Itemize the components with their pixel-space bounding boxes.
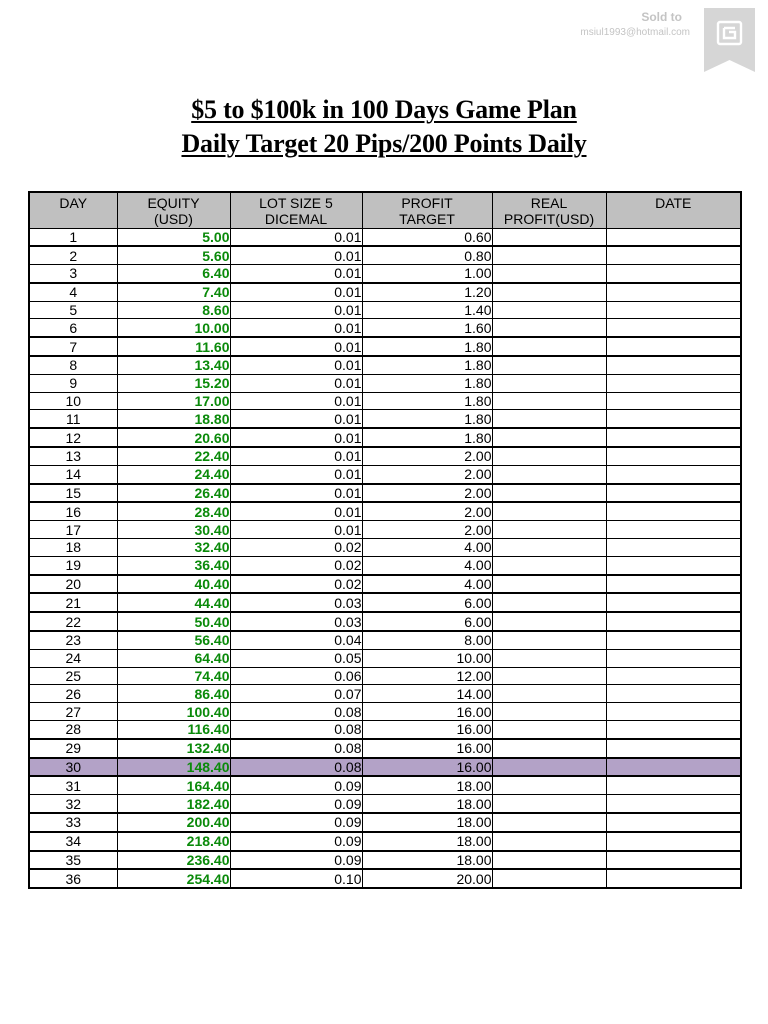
equity-cell: 148.40 xyxy=(117,758,230,777)
profit-target-cell: 1.60 xyxy=(362,319,492,337)
equity-cell: 6.40 xyxy=(117,265,230,283)
equity-cell: 254.40 xyxy=(117,869,230,888)
date-cell xyxy=(606,428,741,447)
equity-cell: 15.20 xyxy=(117,374,230,392)
day-cell: 11 xyxy=(29,410,117,428)
real-profit-cell xyxy=(492,228,606,246)
date-cell xyxy=(606,465,741,483)
date-cell xyxy=(606,301,741,319)
lot-size-cell: 0.01 xyxy=(230,465,362,483)
real-profit-cell xyxy=(492,447,606,465)
day-cell: 7 xyxy=(29,337,117,356)
profit-target-cell: 1.80 xyxy=(362,356,492,374)
scribd-badge-icon xyxy=(704,8,755,72)
date-cell xyxy=(606,631,741,649)
day-cell: 4 xyxy=(29,283,117,301)
equity-cell: 30.40 xyxy=(117,521,230,539)
day-cell: 5 xyxy=(29,301,117,319)
day-cell: 22 xyxy=(29,612,117,631)
table-body xyxy=(29,228,741,888)
table-row xyxy=(29,832,741,851)
day-cell: 32 xyxy=(29,795,117,813)
date-cell xyxy=(606,410,741,428)
equity-cell: 86.40 xyxy=(117,685,230,703)
table-row xyxy=(29,667,741,685)
day-cell: 19 xyxy=(29,556,117,574)
date-cell xyxy=(606,758,741,777)
lot-size-cell: 0.09 xyxy=(230,851,362,870)
lot-size-cell: 0.03 xyxy=(230,593,362,612)
day-cell: 9 xyxy=(29,374,117,392)
date-cell xyxy=(606,575,741,594)
day-cell: 15 xyxy=(29,484,117,503)
table-row xyxy=(29,758,741,777)
header-date xyxy=(606,192,741,228)
game-plan-table xyxy=(28,191,742,889)
date-cell xyxy=(606,776,741,794)
table-row xyxy=(29,447,741,465)
day-cell: 23 xyxy=(29,631,117,649)
sold-to-watermark xyxy=(580,8,690,40)
profit-target-cell: 4.00 xyxy=(362,556,492,574)
table-row xyxy=(29,337,741,356)
lot-size-cell: 0.09 xyxy=(230,813,362,832)
day-cell: 21 xyxy=(29,593,117,612)
table-row xyxy=(29,575,741,594)
equity-cell: 44.40 xyxy=(117,593,230,612)
lot-size-cell: 0.01 xyxy=(230,283,362,301)
equity-cell: 20.60 xyxy=(117,428,230,447)
date-cell xyxy=(606,246,741,264)
table-row xyxy=(29,301,741,319)
lot-size-cell: 0.01 xyxy=(230,356,362,374)
equity-cell: 40.40 xyxy=(117,575,230,594)
lot-size-cell: 0.01 xyxy=(230,228,362,246)
header-profit-target-line: TARGET xyxy=(399,211,455,227)
day-cell: 29 xyxy=(29,739,117,758)
day-cell: 36 xyxy=(29,869,117,888)
profit-target-cell: 1.00 xyxy=(362,265,492,283)
table-row xyxy=(29,283,741,301)
lot-size-cell: 0.01 xyxy=(230,301,362,319)
real-profit-cell xyxy=(492,593,606,612)
real-profit-cell xyxy=(492,539,606,557)
lot-size-cell: 0.03 xyxy=(230,612,362,631)
day-cell: 13 xyxy=(29,447,117,465)
real-profit-cell xyxy=(492,484,606,503)
header-lot-size-line: LOT SIZE 5 xyxy=(259,195,333,211)
sold-to-email: msiul1993@hotmail.com xyxy=(580,27,690,38)
date-cell xyxy=(606,813,741,832)
real-profit-cell xyxy=(492,410,606,428)
table-row xyxy=(29,851,741,870)
lot-size-cell: 0.01 xyxy=(230,484,362,503)
profit-target-cell: 6.00 xyxy=(362,612,492,631)
table-row xyxy=(29,228,741,246)
date-cell xyxy=(606,356,741,374)
profit-target-cell: 18.00 xyxy=(362,776,492,794)
date-cell xyxy=(606,319,741,337)
lot-size-cell: 0.08 xyxy=(230,739,362,758)
real-profit-cell xyxy=(492,521,606,539)
date-cell xyxy=(606,685,741,703)
profit-target-cell: 2.00 xyxy=(362,465,492,483)
profit-target-cell: 2.00 xyxy=(362,447,492,465)
profit-target-cell: 14.00 xyxy=(362,685,492,703)
real-profit-cell xyxy=(492,575,606,594)
date-cell xyxy=(606,556,741,574)
profit-target-cell: 1.80 xyxy=(362,374,492,392)
date-cell xyxy=(606,265,741,283)
day-cell: 12 xyxy=(29,428,117,447)
lot-size-cell: 0.10 xyxy=(230,869,362,888)
real-profit-cell xyxy=(492,428,606,447)
equity-cell: 36.40 xyxy=(117,556,230,574)
sold-to-label: Sold to xyxy=(641,10,682,24)
day-cell: 34 xyxy=(29,832,117,851)
profit-target-cell: 1.80 xyxy=(362,410,492,428)
day-cell: 16 xyxy=(29,502,117,520)
equity-cell: 10.00 xyxy=(117,319,230,337)
equity-cell: 7.40 xyxy=(117,283,230,301)
table-row xyxy=(29,631,741,649)
real-profit-cell xyxy=(492,721,606,739)
real-profit-cell xyxy=(492,739,606,758)
lot-size-cell: 0.09 xyxy=(230,832,362,851)
table-row xyxy=(29,813,741,832)
day-cell: 14 xyxy=(29,465,117,483)
day-cell: 8 xyxy=(29,356,117,374)
table-row xyxy=(29,776,741,794)
date-cell xyxy=(606,374,741,392)
date-cell xyxy=(606,502,741,520)
equity-cell: 11.60 xyxy=(117,337,230,356)
lot-size-cell: 0.05 xyxy=(230,649,362,667)
lot-size-cell: 0.09 xyxy=(230,795,362,813)
equity-cell: 200.40 xyxy=(117,813,230,832)
date-cell xyxy=(606,795,741,813)
real-profit-cell xyxy=(492,465,606,483)
table-row xyxy=(29,356,741,374)
profit-target-cell: 10.00 xyxy=(362,649,492,667)
real-profit-cell xyxy=(492,758,606,777)
date-cell xyxy=(606,667,741,685)
date-cell xyxy=(606,739,741,758)
equity-cell: 56.40 xyxy=(117,631,230,649)
day-cell: 35 xyxy=(29,851,117,870)
table-row xyxy=(29,703,741,721)
real-profit-cell xyxy=(492,813,606,832)
title-line-2: Daily Target 20 Pips/200 Points Daily xyxy=(181,129,587,158)
day-cell: 26 xyxy=(29,685,117,703)
real-profit-cell xyxy=(492,649,606,667)
table-header-row xyxy=(29,192,741,228)
lot-size-cell: 0.02 xyxy=(230,556,362,574)
real-profit-cell xyxy=(492,265,606,283)
date-cell xyxy=(606,869,741,888)
real-profit-cell xyxy=(492,319,606,337)
profit-target-cell: 1.20 xyxy=(362,283,492,301)
real-profit-cell xyxy=(492,502,606,520)
profit-target-cell: 2.00 xyxy=(362,521,492,539)
real-profit-cell xyxy=(492,301,606,319)
table-row xyxy=(29,649,741,667)
equity-cell: 28.40 xyxy=(117,502,230,520)
title-line-1: $5 to $100k in 100 Days Game Plan xyxy=(191,95,577,124)
table-row xyxy=(29,319,741,337)
lot-size-cell: 0.01 xyxy=(230,392,362,410)
date-cell xyxy=(606,283,741,301)
real-profit-cell xyxy=(492,246,606,264)
equity-cell: 164.40 xyxy=(117,776,230,794)
day-cell: 25 xyxy=(29,667,117,685)
lot-size-cell: 0.07 xyxy=(230,685,362,703)
day-cell: 1 xyxy=(29,228,117,246)
day-cell: 33 xyxy=(29,813,117,832)
lot-size-cell: 0.09 xyxy=(230,776,362,794)
header-real-profit-line: PROFIT(USD) xyxy=(503,211,595,227)
table-row xyxy=(29,612,741,631)
lot-size-cell: 0.06 xyxy=(230,667,362,685)
header-lot-size-line: DICEMAL xyxy=(264,211,328,227)
real-profit-cell xyxy=(492,612,606,631)
table-row xyxy=(29,428,741,447)
equity-cell: 64.40 xyxy=(117,649,230,667)
header-day-line: DAY xyxy=(59,195,88,211)
lot-size-cell: 0.01 xyxy=(230,410,362,428)
profit-target-cell: 20.00 xyxy=(362,869,492,888)
profit-target-cell: 6.00 xyxy=(362,593,492,612)
table-row xyxy=(29,465,741,483)
header-equity-line: EQUITY xyxy=(147,195,200,211)
date-cell xyxy=(606,392,741,410)
day-cell: 6 xyxy=(29,319,117,337)
equity-cell: 236.40 xyxy=(117,851,230,870)
real-profit-cell xyxy=(492,283,606,301)
date-cell xyxy=(606,721,741,739)
real-profit-cell xyxy=(492,869,606,888)
lot-size-cell: 0.01 xyxy=(230,502,362,520)
day-cell: 3 xyxy=(29,265,117,283)
real-profit-cell xyxy=(492,703,606,721)
equity-cell: 116.40 xyxy=(117,721,230,739)
equity-cell: 132.40 xyxy=(117,739,230,758)
lot-size-cell: 0.01 xyxy=(230,521,362,539)
real-profit-cell xyxy=(492,685,606,703)
table-row xyxy=(29,739,741,758)
header-equity xyxy=(117,192,230,228)
profit-target-cell: 0.80 xyxy=(362,246,492,264)
table-row xyxy=(29,685,741,703)
profit-target-cell: 1.80 xyxy=(362,428,492,447)
equity-cell: 8.60 xyxy=(117,301,230,319)
profit-target-cell: 2.00 xyxy=(362,484,492,503)
day-cell: 17 xyxy=(29,521,117,539)
table-row xyxy=(29,392,741,410)
table-row xyxy=(29,593,741,612)
equity-cell: 17.00 xyxy=(117,392,230,410)
date-cell xyxy=(606,649,741,667)
profit-target-cell: 18.00 xyxy=(362,795,492,813)
lot-size-cell: 0.01 xyxy=(230,265,362,283)
table-row xyxy=(29,484,741,503)
table-row xyxy=(29,410,741,428)
table-row xyxy=(29,539,741,557)
date-cell xyxy=(606,228,741,246)
real-profit-cell xyxy=(492,832,606,851)
profit-target-cell: 1.80 xyxy=(362,337,492,356)
equity-cell: 13.40 xyxy=(117,356,230,374)
profit-target-cell: 18.00 xyxy=(362,832,492,851)
lot-size-cell: 0.02 xyxy=(230,575,362,594)
equity-cell: 182.40 xyxy=(117,795,230,813)
lot-size-cell: 0.01 xyxy=(230,374,362,392)
real-profit-cell xyxy=(492,337,606,356)
lot-size-cell: 0.01 xyxy=(230,319,362,337)
header-date-line: DATE xyxy=(655,195,692,211)
date-cell xyxy=(606,337,741,356)
profit-target-cell: 4.00 xyxy=(362,539,492,557)
day-cell: 10 xyxy=(29,392,117,410)
profit-target-cell: 0.60 xyxy=(362,228,492,246)
header-day xyxy=(29,192,117,228)
date-cell xyxy=(606,593,741,612)
equity-cell: 50.40 xyxy=(117,612,230,631)
equity-cell: 18.80 xyxy=(117,410,230,428)
table-row xyxy=(29,265,741,283)
equity-cell: 5.00 xyxy=(117,228,230,246)
equity-cell: 100.40 xyxy=(117,703,230,721)
lot-size-cell: 0.08 xyxy=(230,758,362,777)
profit-target-cell: 18.00 xyxy=(362,851,492,870)
day-cell: 20 xyxy=(29,575,117,594)
equity-cell: 26.40 xyxy=(117,484,230,503)
profit-target-cell: 8.00 xyxy=(362,631,492,649)
real-profit-cell xyxy=(492,374,606,392)
equity-cell: 74.40 xyxy=(117,667,230,685)
lot-size-cell: 0.02 xyxy=(230,539,362,557)
table-row xyxy=(29,556,741,574)
profit-target-cell: 1.80 xyxy=(362,392,492,410)
header-real-profit xyxy=(492,192,606,228)
lot-size-cell: 0.01 xyxy=(230,246,362,264)
day-cell: 18 xyxy=(29,539,117,557)
real-profit-cell xyxy=(492,556,606,574)
lot-size-cell: 0.01 xyxy=(230,447,362,465)
document-title xyxy=(0,93,768,161)
profit-target-cell: 16.00 xyxy=(362,721,492,739)
date-cell xyxy=(606,539,741,557)
header-equity-line: (USD) xyxy=(154,211,193,227)
equity-cell: 24.40 xyxy=(117,465,230,483)
real-profit-cell xyxy=(492,356,606,374)
day-cell: 28 xyxy=(29,721,117,739)
table-row xyxy=(29,374,741,392)
equity-cell: 32.40 xyxy=(117,539,230,557)
lot-size-cell: 0.08 xyxy=(230,703,362,721)
day-cell: 24 xyxy=(29,649,117,667)
day-cell: 27 xyxy=(29,703,117,721)
date-cell xyxy=(606,703,741,721)
equity-cell: 22.40 xyxy=(117,447,230,465)
table-row xyxy=(29,795,741,813)
equity-cell: 5.60 xyxy=(117,246,230,264)
day-cell: 2 xyxy=(29,246,117,264)
real-profit-cell xyxy=(492,851,606,870)
profit-target-cell: 2.00 xyxy=(362,502,492,520)
profit-target-cell: 18.00 xyxy=(362,813,492,832)
equity-cell: 218.40 xyxy=(117,832,230,851)
lot-size-cell: 0.01 xyxy=(230,428,362,447)
date-cell xyxy=(606,484,741,503)
date-cell xyxy=(606,447,741,465)
day-cell: 30 xyxy=(29,758,117,777)
day-cell: 31 xyxy=(29,776,117,794)
profit-target-cell: 16.00 xyxy=(362,758,492,777)
real-profit-cell xyxy=(492,392,606,410)
date-cell xyxy=(606,832,741,851)
table-row xyxy=(29,521,741,539)
profit-target-cell: 16.00 xyxy=(362,703,492,721)
header-real-profit-line: REAL xyxy=(530,195,568,211)
date-cell xyxy=(606,851,741,870)
profit-target-cell: 1.40 xyxy=(362,301,492,319)
lot-size-cell: 0.04 xyxy=(230,631,362,649)
lot-size-cell: 0.08 xyxy=(230,721,362,739)
profit-target-cell: 4.00 xyxy=(362,575,492,594)
table-row xyxy=(29,502,741,520)
real-profit-cell xyxy=(492,795,606,813)
header-lot-size xyxy=(230,192,362,228)
profit-target-cell: 16.00 xyxy=(362,739,492,758)
table-row xyxy=(29,869,741,888)
table-row xyxy=(29,246,741,264)
real-profit-cell xyxy=(492,776,606,794)
date-cell xyxy=(606,612,741,631)
lot-size-cell: 0.01 xyxy=(230,337,362,356)
real-profit-cell xyxy=(492,631,606,649)
date-cell xyxy=(606,521,741,539)
header-profit-target xyxy=(362,192,492,228)
profit-target-cell: 12.00 xyxy=(362,667,492,685)
header-profit-target-line: PROFIT xyxy=(401,195,453,211)
table-row xyxy=(29,721,741,739)
real-profit-cell xyxy=(492,667,606,685)
